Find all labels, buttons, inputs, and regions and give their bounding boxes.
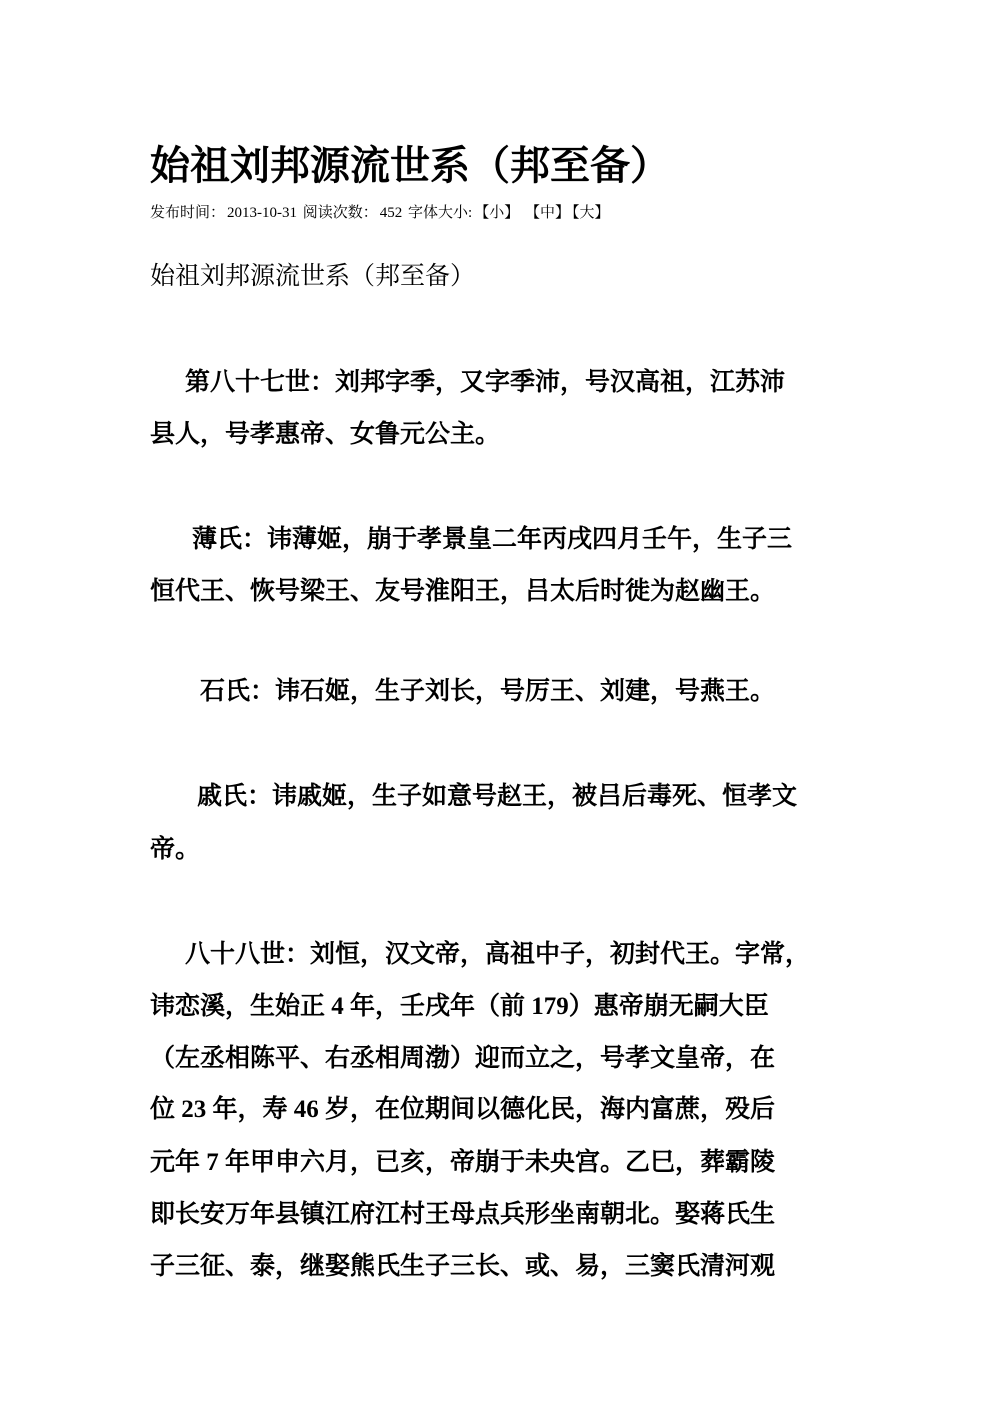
text-line: 戚氏：讳戚姬，生子如意号赵王，被吕后毒死、恒孝文 [197,783,798,810]
text-line: 石氏：讳石姬，生子刘长，号厉王、刘建，号燕王。 [200,678,776,705]
text-line: 讳恋溪，生始正 4 年，壬戌年（前 179）惠帝崩无嗣大臣 [150,993,769,1020]
text-line: 县人，号孝惠帝、女鲁元公主。 [150,421,501,448]
text-line: 即长安万年县镇江府江村王母点兵形坐南朝北。娶蒋氏生 [150,1201,776,1228]
reads-count: 452 [379,205,403,221]
text-line: （左丞相陈平、右丞相周渤）迎而立之，号孝文皇帝，在 [150,1045,776,1072]
font-small-link[interactable]: 【小】 [474,205,520,221]
font-large-link[interactable]: 【大】 [571,205,610,221]
text-line: 帝。 [150,836,201,863]
article-heading: 始祖刘邦源流世系（邦至备） [150,263,476,290]
text-line: 元年 7 年甲申六月，已亥，帝崩于未央宫。乙巳，葬霸陵 [150,1149,776,1176]
publish-date: 2013-10-31 [227,205,298,221]
reads-label: 阅读次数： [302,205,378,221]
text-line: 第八十七世：刘邦字季，又字季沛，号汉高祖，江苏沛 [185,369,786,396]
publish-label: 发布时间： [150,205,226,221]
text-line: 八十八世：刘恒，汉文帝，高祖中子，初封代王。字常， [185,941,811,968]
font-size-label: 字体大小: [408,205,473,221]
text-line: 恒代王、恢号梁王、友号淮阳王，吕太后时徙为赵幽王。 [150,578,776,605]
article-meta [150,201,612,222]
text-line: 位 23 年，寿 46 岁，在位期间以德化民，海内富蔗，殁后 [150,1096,776,1123]
text-line: 子三征、泰，继娶熊氏生子三长、或、易，三窦氏清河观 [150,1253,776,1280]
page-title: 始祖刘邦源流世系（邦至备） [150,143,670,189]
text-line: 薄氏：讳薄姬，崩于孝景皇二年丙戌四月壬午，生子三 [192,526,793,553]
font-medium-link[interactable]: 【中】 [524,205,570,221]
